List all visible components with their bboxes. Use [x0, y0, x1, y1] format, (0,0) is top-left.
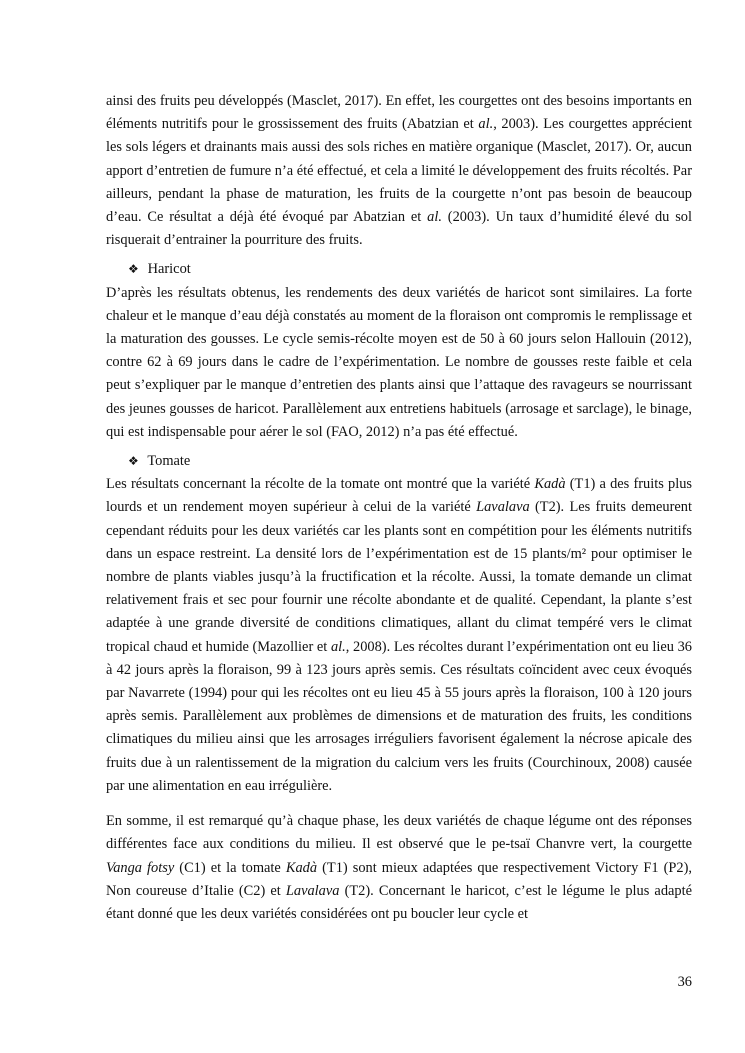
- section-heading-tomate: [106, 450, 692, 473]
- text-run: , 2008). Les récoltes durant l’expérimentation ont eu lieu 36 à 42 jours après la floraison, 99 à 123 jours après semis. Ces résultats coïncident avec ceux évoqués par Navarrete (1994) pour qui les récoltes ont eu lieu 45 à 55 jours après la floraison, 100 à 120 jours après semis. Parallèlement aux problèmes de dimensions et de maturation des fruits, les conditions climatiques du milieu ainsi que les arrosages irréguliers favorisent également la nécrose apicale des fruits due à un ralentissement de la migration du calcium vers les fruits (Courchinoux, 2008) causée par une alimentation en eau irrégulière.: [106, 638, 692, 794]
- paragraph-conclusion: [106, 810, 692, 926]
- italic-text-run: Vanga fotsy: [106, 859, 175, 876]
- paragraph-courgette: [106, 90, 692, 252]
- page-number: 36: [677, 974, 692, 990]
- text-run: En somme, il est remarqué qu’à chaque phase, les deux variétés de chaque légume ont des réponses différentes face aux conditions du milieu. Il est observé que le pe-tsaï Chanvre vert, la courgette: [106, 813, 692, 853]
- italic-text-run: al.: [478, 116, 494, 133]
- diamond-bullet-icon: ❖: [128, 262, 139, 277]
- diamond-bullet-icon: ❖: [128, 454, 139, 469]
- italic-text-run: Lavalava: [285, 882, 340, 899]
- document-page: [106, 90, 692, 926]
- text-run: (2003). Un taux d’humidité élevé du sol risquerait d’entrainer la pourriture des fruits.: [106, 209, 693, 249]
- text-run: , 2003). Les courgettes apprécient les sols légers et drainants mais aussi des sols riches en matière organique (Masclet, 2017). Or, aucun apport d’entretien de fumure n’a été effectué, et cela a limité le développement des fruits récoltés. Par ailleurs, pendant la phase de maturation, les fruits de la courgette n’ont pas besoin de beaucoup d’eau. Ce résultat a déjà été évoqué par Abatzian et: [106, 116, 692, 226]
- italic-text-run: Kadà: [534, 476, 566, 493]
- paragraph-tomate: [106, 473, 692, 798]
- heading-label: Haricot: [147, 261, 191, 278]
- italic-text-run: Lavalava: [476, 499, 530, 516]
- text-run: D’après les résultats obtenus, les rendements des deux variétés de haricot sont similaires. La forte chaleur et le manque d’eau déjà constatés au moment de la floraison ont compromis le remplissage et la maturation des gousses. Le cycle semis-récolte moyen est de 50 à 60 jours selon Hallouin (2012), contre 62 à 69 jours dans le cadre de l’expérimentation. Le nombre de gousses reste faible et cela peut s’expliquer par le manque d’entretien des plants ainsi que l’attaque des ravageurs se nourrissant des jeunes gousses de haricot. Parallèlement aux entretiens habituels (arrosage et sarclage), le binage, qui est indispensable pour aérer le sol (FAO, 2012) n’a pas été effectué.: [106, 284, 692, 440]
- text-run: ainsi des fruits peu développés (Masclet, 2017). En effet, les courgettes ont des besoins importants en éléments nutritifs pour le grossissement des fruits (Abatzian et: [106, 93, 692, 133]
- text-run: (C1) et la tomate: [174, 859, 286, 876]
- text-run: Les résultats concernant la récolte de la tomate ont montré que la variété: [106, 476, 535, 493]
- text-run: (T2). Concernant le haricot, c’est le légume le plus adapté étant donné que les deux variétés considérées ont pu boucler leur cycle et: [106, 882, 692, 922]
- heading-label: Tomate: [147, 453, 191, 470]
- italic-text-run: al.: [427, 209, 442, 226]
- paragraph-haricot: [106, 282, 692, 444]
- text-run: (T1) sont mieux adaptées que respectivement Victory F1 (P2), Non coureuse d’Italie (C2) et: [106, 859, 692, 899]
- section-heading-haricot: [106, 258, 692, 281]
- text-run: (T2). Les fruits demeurent cependant réduits pour les deux variétés car les plants sont en compétition pour les éléments nutritifs dans un espace restreint. La densité lors de l’expérimentation est de 15 plants/m² pour optimiser le nombre de plants viables jusqu’à la fructification et la récolte. Aussi, la tomate demande un climat relativement frais et sec pour fournir une récolte abondante et de qualité. Cependant, la plante s’est adaptée à une grande diversité de conditions climatiques, allant du climat tempéré vers le climat tropical chaud et humide (Mazollier et: [106, 499, 692, 655]
- text-run: (T1) a des fruits plus lourds et un rendement moyen supérieur à celui de la variété: [106, 476, 692, 516]
- italic-text-run: al.: [330, 638, 346, 655]
- italic-text-run: Kadà: [285, 859, 318, 876]
